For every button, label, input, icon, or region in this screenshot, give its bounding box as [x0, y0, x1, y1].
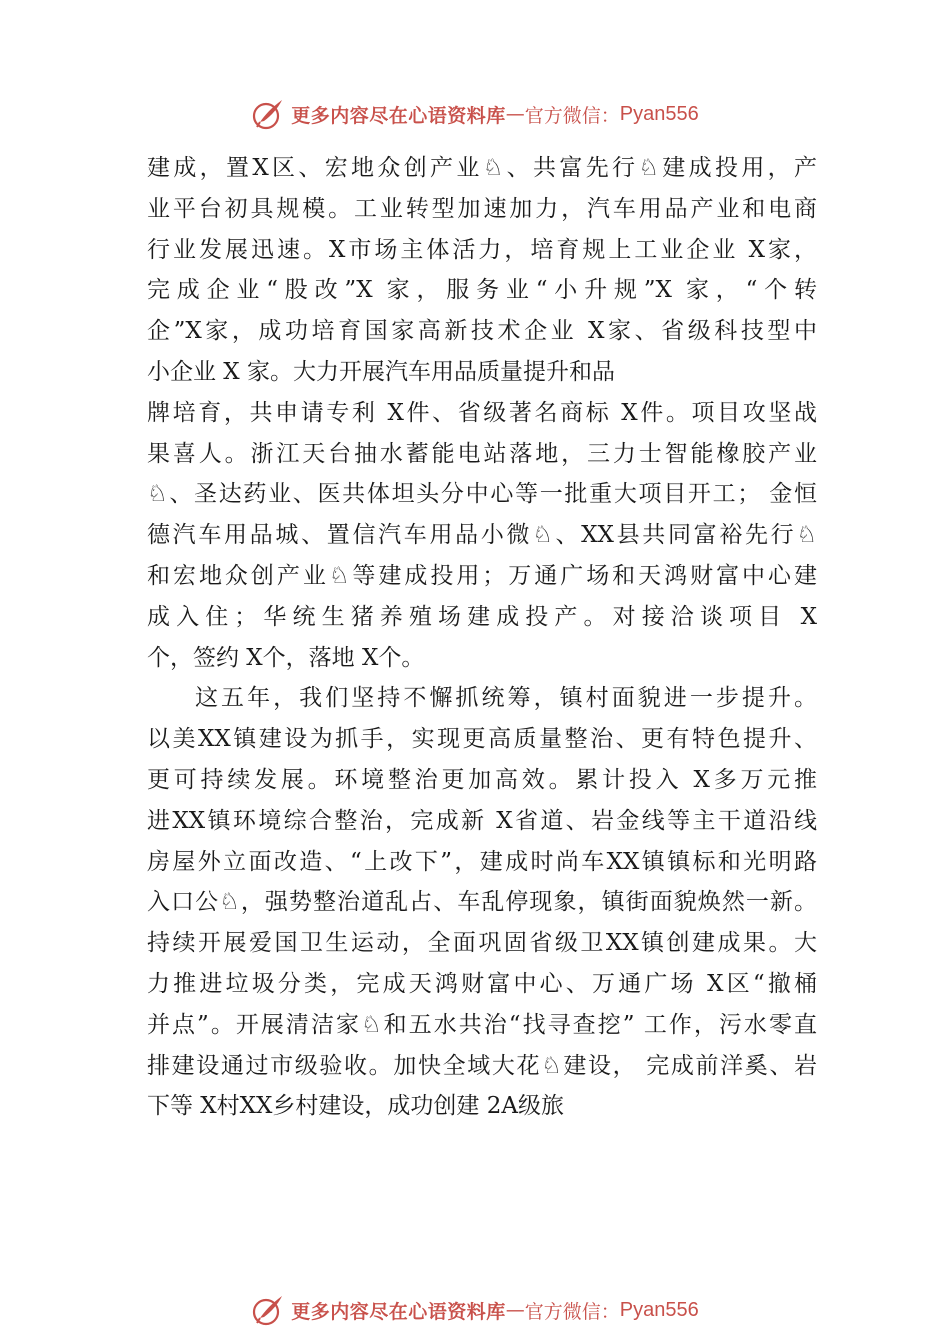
text-line: 牌培育，共申请专利 X件、省级著名商标 X件。项目攻坚战 [147, 399, 817, 426]
text-line: 果喜人。浙江天台抽水蓄能电站落地，三力士智能橡胶产业 [147, 440, 817, 467]
footer-watermark [0, 1290, 950, 1330]
text-line: 进XX镇环境综合整治，完成新 X省道、岩金线等主干道沿线 [147, 807, 817, 834]
text-line: 持续开展爱国卫生运动，全面巩固省级卫XX镇创建成果。大 [147, 930, 817, 957]
text-line: 成入住；华统生猪养殖场建成投产。对接洽谈项目 X [147, 603, 817, 630]
text-line: 房屋外立面改造、“上改下”，建成时尚车XX镇镇标和光明路 [147, 848, 817, 875]
header-watermark [0, 94, 950, 134]
watermark-dash: — [505, 1299, 525, 1321]
text-line: 入口公♘，强势整治道乱占、车乱停现象，镇街面貌焕然一新。 [147, 889, 817, 916]
watermark-text: 更多内容尽在心语资料库 [291, 104, 506, 127]
text-line: 企”X家，成功培育国家高新技术企业 X家、省级科技型中 [147, 318, 817, 345]
text-line: 这五年，我们坚持不懈抓统筹，镇村面貌进一步提升。 [195, 685, 817, 712]
text-line: 业平台初具规模。工业转型加速加力，汽车用品产业和电商 [147, 195, 817, 222]
text-line: 个，签约 X个，落地 X个。 [147, 644, 425, 671]
text-line: 德汽车用品城、置信汽车用品小微♘、XX县共同富裕先行♘ [147, 522, 817, 549]
text-line: 以美XX镇建设为抓手，实现更高质量整治、更有特色提升、 [147, 726, 817, 753]
text-line: 力推进垃圾分类，完成天鸿财富中心、万通广场 X区“撤桶 [147, 970, 817, 997]
document-body [147, 148, 817, 1127]
text-line: 更可持续发展。环境整治更加高效。累计投入 X多万元推 [147, 766, 817, 793]
watermark-wechat-id: Pyan556 [619, 1298, 699, 1321]
text-line: 并点”。开展清洁家♘和五水共治“找寻查挖” 工作，污水零直 [147, 1011, 817, 1038]
watermark-wechat-label: 官方微信： [524, 1300, 620, 1323]
paragraph-2 [147, 393, 817, 679]
watermark-dash: — [505, 103, 525, 125]
text-line: ♘、圣达药业、医共体坦头分中心等一批重大项目开工； 金恒 [147, 481, 817, 508]
text-line: 和宏地众创产业♘等建成投用；万通广场和天鸿财富中心建 [147, 562, 817, 589]
watermark-wechat-id: Pyan556 [619, 102, 699, 125]
watermark-text: 更多内容尽在心语资料库 [291, 1300, 506, 1323]
quill-pen-icon [251, 1293, 285, 1327]
text-line: 完成企业“股改”X 家，服务业“小升规”X 家，“个转 [147, 277, 817, 304]
quill-pen-icon [251, 97, 285, 131]
text-line: 建成，置X区、宏地众创产业♘、共富先行♘建成投用，产 [147, 155, 817, 181]
text-line: 排建设通过市级验收。加快全域大花♘建设， 完成前洋奚、岩 [147, 1052, 817, 1079]
text-line: 行业发展迅速。X市场主体活力，培育规上工业企业 X家， [147, 236, 817, 263]
watermark-wechat-label: 官方微信： [524, 104, 620, 127]
paragraph-3 [147, 678, 817, 1127]
paragraph-1 [147, 148, 817, 393]
text-line: 小企业 X 家。大力开展汽车用品质量提升和品 [147, 358, 615, 385]
text-line: 下等 X村XX乡村建设，成功创建 2A级旅 [147, 1093, 564, 1120]
